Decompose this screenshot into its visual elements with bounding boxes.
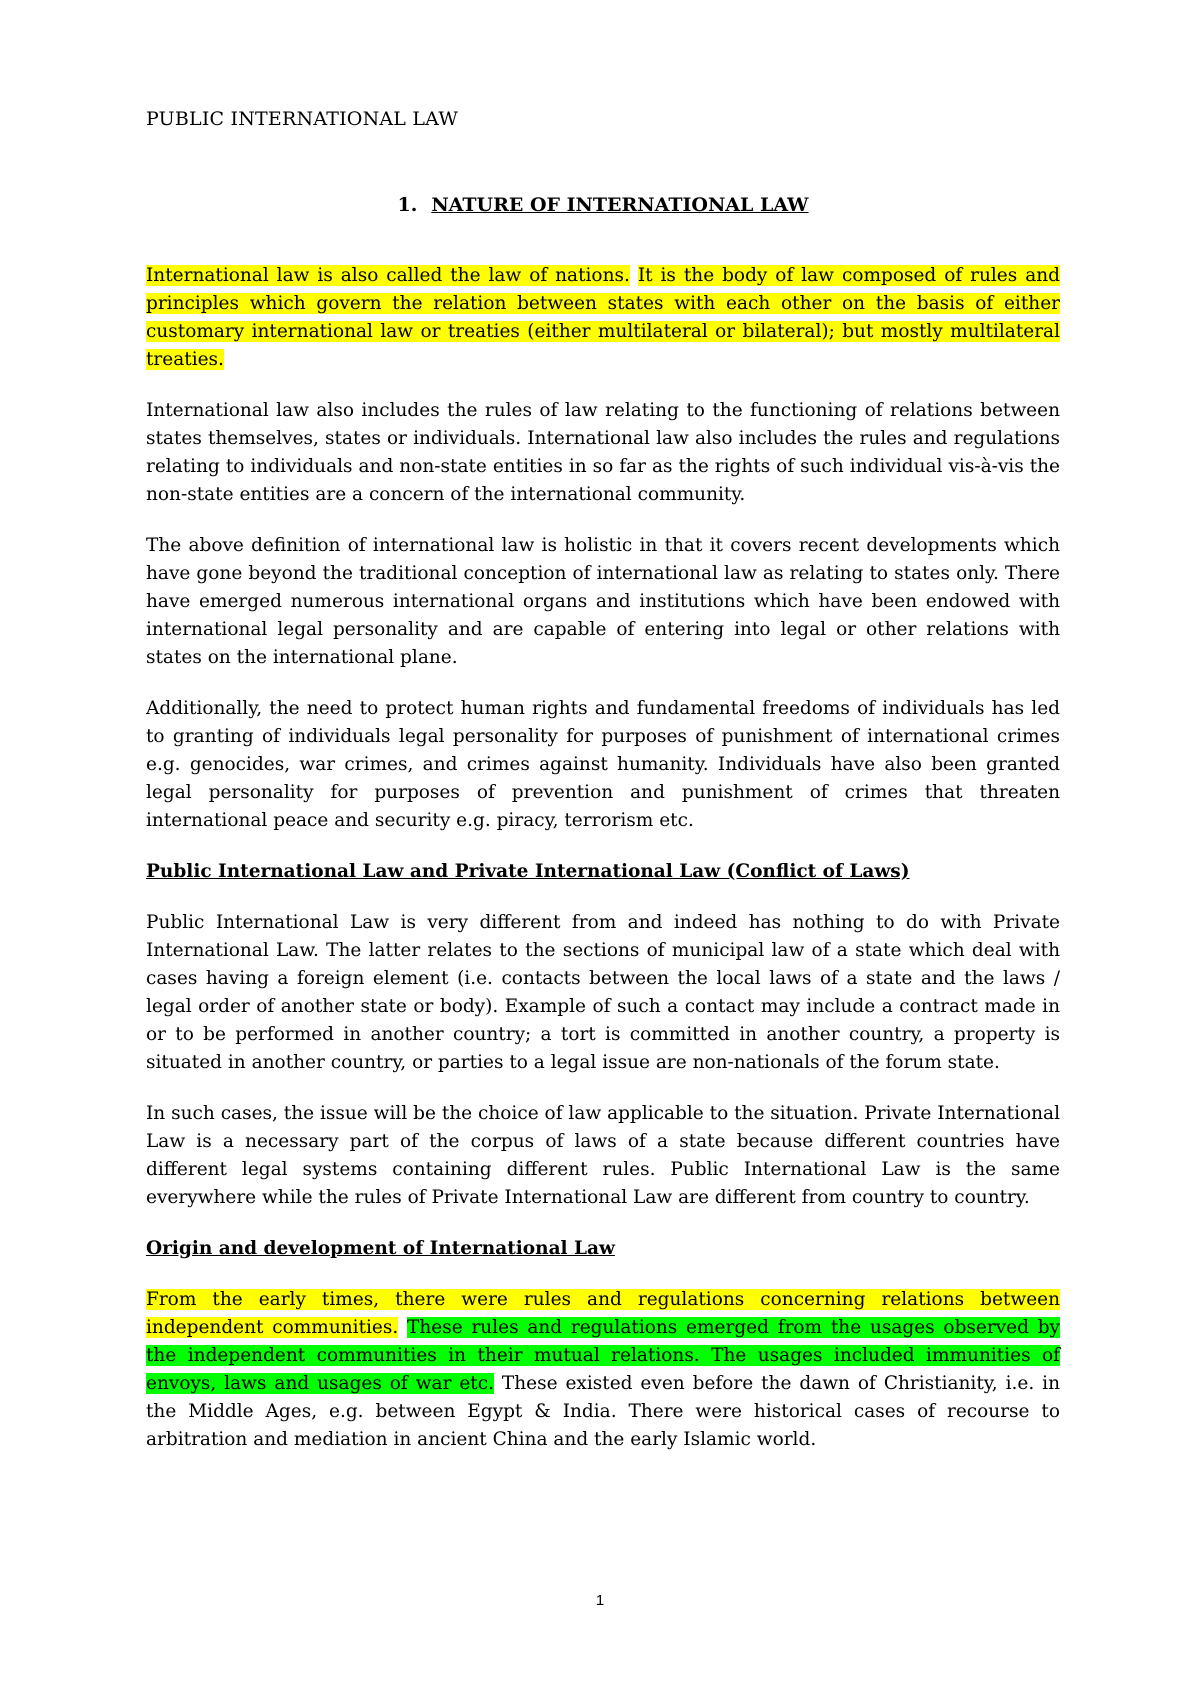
origin-paragraph-1 bbox=[146, 1286, 1060, 1454]
intro-paragraph-3: The above definition of international law is holistic in that it covers recent developments which have gone beyond the traditional conception of international law as relating to states only. There have emerged numerous international organs and institutions which have been endowed with international legal personality and are capable of entering into legal or other relations with states on the international plane. bbox=[146, 535, 1060, 668]
section-heading-public-private: Public International Law and Private International Law (Conflict of Laws) bbox=[146, 861, 910, 882]
plain-text: These existed even before the dawn of Christianity, i.e. in the Middle Ages, e.g. between Egypt & India. There were historical cases of recourse to arbitration and mediation in ancient China and the early Islamic world. bbox=[146, 1373, 1060, 1450]
highlighted-text: It is the body of law composed of rules and principles which govern the relation between states with each other on the basis of either customary international law or treaties (either multilateral or bilateral); but mostly multilateral treaties. bbox=[146, 265, 1060, 370]
public-private-paragraph-1: Public International Law is very different from and indeed has nothing to do with Private International Law. The latter relates to the sections of municipal law of a state which deal with cases having a foreign element (i.e. contacts between the local laws of a state and the laws / legal order of another state or body). Example of such a contact may include a contract made in or to be performed in another country; a tort is committed in another country, a property is situated in another country, or parties to a legal issue are non-nationals of the forum state. bbox=[146, 912, 1060, 1073]
page-number: 1 bbox=[595, 1592, 605, 1609]
highlighted-text-green: These rules and regulations emerged from the usages observed by the independent communities in their mutual relations. The usages included immunities of envoys, laws and usages of war etc. bbox=[146, 1317, 1060, 1394]
document-page bbox=[146, 108, 1060, 1477]
public-private-paragraph-2: In such cases, the issue will be the choice of law applicable to the situation. Private International Law is a necessary part of the corpus of laws of a state because different countries have different legal systems containing different rules. Public International Law is the same everywhere while the rules of Private International Law are different from country to country. bbox=[146, 1103, 1060, 1208]
chapter-heading bbox=[146, 194, 1060, 216]
chapter-title: NATURE OF INTERNATIONAL LAW bbox=[431, 194, 809, 216]
document-label: PUBLIC INTERNATIONAL LAW bbox=[146, 108, 459, 130]
chapter-number: 1. bbox=[397, 194, 418, 216]
intro-paragraph-4: Additionally, the need to protect human rights and fundamental freedoms of individuals has led to granting of individuals legal personality for purposes of punishment of international crimes e.g. genocides, war crimes, and crimes against humanity. Individuals have also been granted legal personality for purposes of prevention and punishment of crimes that threaten international peace and security e.g. piracy, terrorism etc. bbox=[146, 698, 1060, 831]
intro-paragraph-1 bbox=[146, 262, 1060, 374]
section-heading-origin: Origin and development of International Law bbox=[146, 1238, 615, 1259]
highlighted-text: International law is also called the law of nations. bbox=[146, 265, 630, 286]
intro-paragraph-2: International law also includes the rules of law relating to the functioning of relations between states themselves, states or individuals. International law also includes the rules and regulations relating to individuals and non-state entities in so far as the rights of such individual vis-à-vis the non-state entities are a concern of the international community. bbox=[146, 400, 1060, 505]
highlighted-text: From the early times, there were rules and regulations concerning relations between independent communities. bbox=[146, 1289, 1060, 1338]
